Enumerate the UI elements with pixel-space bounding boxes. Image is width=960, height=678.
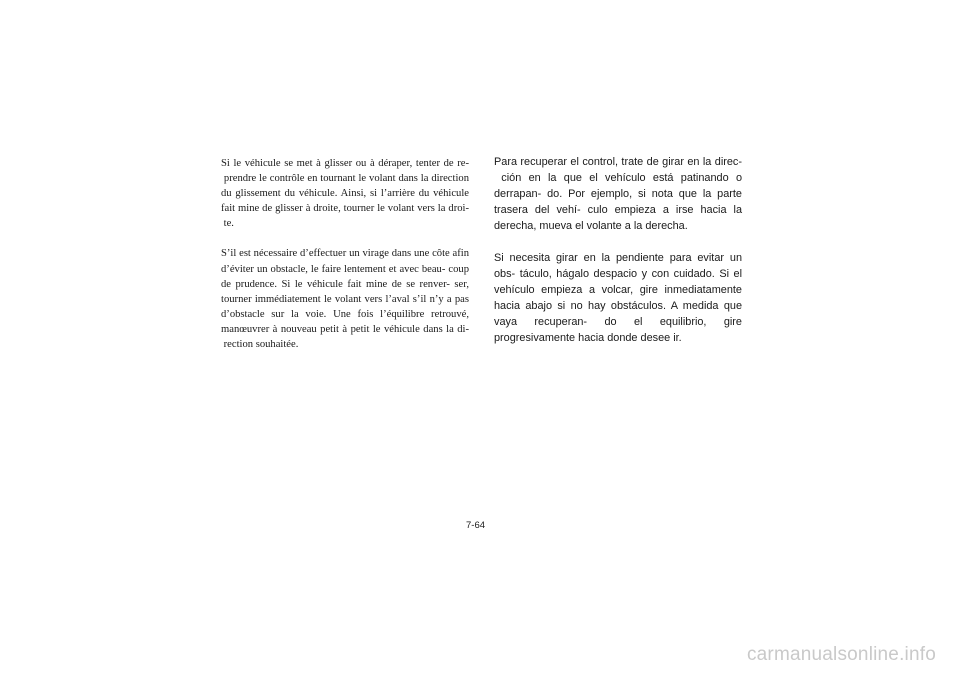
page-number: 7-64: [466, 520, 486, 531]
french-paragraph-slope-turn: S’il est nécessaire d’effectuer un virage dans une côte afin d’éviter un obstacle, le faire lentement et avec beau- coup de prudence. Si le véhicule fait mine de se renver- ser, tourner immédiatement le volant vers l’aval s’il n’y a pas d’obstacle sur la voie. Une fois l’équilibre retrouvé, manœuvrer à nouveau petit à petit le véhicule dans la di- rection souhaitée.: [221, 248, 469, 351]
spanish-paragraph-skid: Para recuperar el control, trate de girar en la direc- ción en la que el vehículo está patinando o derrapan- do. Por ejemplo, si nota que la parte trasera del vehí- culo empieza a irse hacia la derecha, mueva el volante a la derecha.: [494, 156, 742, 232]
watermark-text: carmanualsonline.info: [746, 644, 936, 665]
french-column: [221, 156, 469, 352]
spanish-paragraph-slope-turn: Si necesita girar en la pendiente para evitar un obs- táculo, hágalo despacio y con cuidado. Si el vehículo empieza a volcar, gire inmediatamente hacia abajo si no hay obstáculos. A medida que vaya recuperan- do el equilibrio, gire progresivamente hacia donde desee ir.: [494, 252, 742, 344]
spanish-column: [494, 154, 742, 346]
french-paragraph-skid: Si le véhicule se met à glisser ou à déraper, tenter de re- prendre le contrôle en tournant le volant dans la direction du glissement du véhicule. Ainsi, si l’arrière du véhicule fait mine de glisser à droite, tourner le volant vers la droi- te.: [221, 158, 469, 230]
